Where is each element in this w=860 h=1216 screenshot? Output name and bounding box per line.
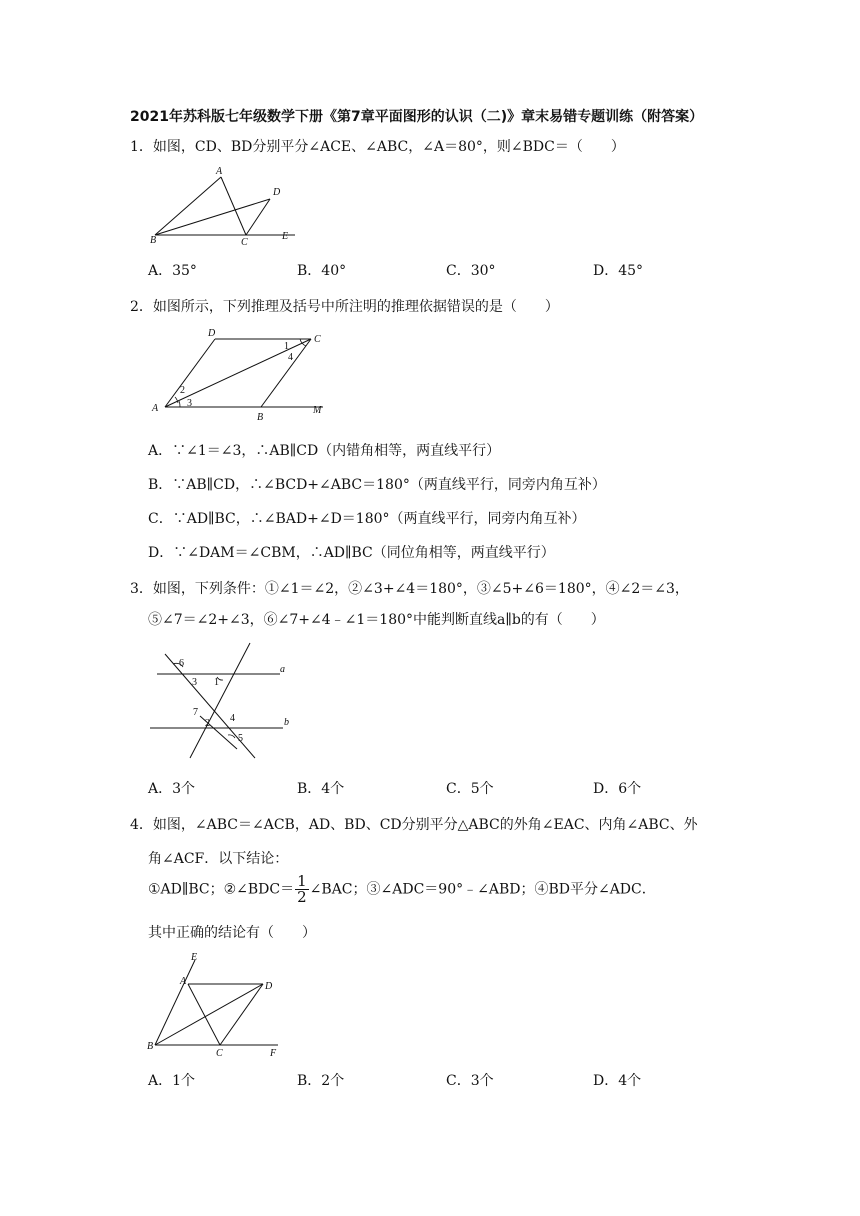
q3-option-c: C．5个 bbox=[446, 781, 494, 797]
question-4-line-2: 角∠ACF．以下结论： bbox=[148, 851, 289, 867]
q3-option-b: B．4个 bbox=[297, 781, 345, 797]
label-c: C bbox=[241, 237, 248, 248]
question-4-figure bbox=[143, 950, 293, 1060]
q2-option-b: B．∵AB∥CD，∴∠BCD+∠ABC＝180°（两直线平行，同旁内角互补） bbox=[148, 477, 606, 493]
angle-2-label: 2 bbox=[180, 385, 185, 396]
angle-4-label: 4 bbox=[230, 713, 235, 724]
angle-2-label: 2 bbox=[205, 718, 210, 729]
q4-option-a: A．1个 bbox=[148, 1073, 196, 1089]
angle-3-label: 3 bbox=[192, 677, 197, 688]
label-a: A bbox=[216, 166, 223, 177]
angle-6-label: 6 bbox=[179, 658, 184, 669]
angle-4-label: 4 bbox=[288, 352, 293, 363]
q4-conclusions-part-1: ①AD∥BC；②∠BDC＝ bbox=[148, 881, 295, 898]
label-b: B bbox=[147, 1041, 154, 1052]
label-a: A bbox=[152, 403, 159, 414]
line-a-label: a bbox=[280, 664, 285, 675]
q4-conclusions-part-2: ∠BAC；③∠ADC＝90°﹣∠ABD；④BD平分∠ADC． bbox=[309, 881, 656, 898]
q1-option-c: C．30° bbox=[446, 263, 496, 279]
q4-option-d: D．4个 bbox=[593, 1073, 642, 1089]
angle-1-label: 1 bbox=[214, 677, 219, 688]
label-e: E bbox=[191, 952, 198, 963]
q4-option-b: B．2个 bbox=[297, 1073, 345, 1089]
q2-option-c: C．∵AD∥BC，∴∠BAD+∠D＝180°（两直线平行，同旁内角互补） bbox=[148, 511, 586, 527]
label-e: E bbox=[282, 231, 289, 242]
angle-5-label: 5 bbox=[238, 733, 243, 744]
line-b-label: b bbox=[284, 717, 289, 728]
q4-option-c: C．3个 bbox=[446, 1073, 494, 1089]
q2-option-a: A．∵∠1＝∠3，∴AB∥CD（内错角相等，两直线平行） bbox=[148, 443, 501, 459]
question-2-text: 2．如图所示，下列推理及括号中所注明的推理依据错误的是（ ） bbox=[130, 299, 559, 315]
label-c: C bbox=[216, 1048, 223, 1059]
question-3-figure bbox=[145, 640, 300, 765]
label-f: F bbox=[270, 1048, 277, 1059]
question-4-line-3 bbox=[148, 874, 656, 905]
angle-1-label: 1 bbox=[284, 341, 289, 352]
angle-7-label: 7 bbox=[193, 707, 198, 718]
fraction-numerator: 1 bbox=[297, 872, 307, 890]
label-a: A bbox=[180, 976, 187, 987]
question-3-line-2: ⑤∠7＝∠2+∠3，⑥∠7+∠4﹣∠1＝180°中能判断直线a∥b的有（ ） bbox=[148, 612, 605, 628]
question-3-line-1: 3．如图，下列条件：①∠1＝∠2，②∠3+∠4＝180°，③∠5+∠6＝180°，④∠2＝∠3， bbox=[130, 581, 689, 597]
q1-option-d: D．45° bbox=[593, 263, 644, 279]
label-m: M bbox=[313, 405, 322, 416]
label-b: B bbox=[257, 412, 264, 423]
label-b: B bbox=[150, 235, 157, 246]
angle-3-label: 3 bbox=[187, 398, 192, 409]
fraction-denominator: 2 bbox=[297, 888, 307, 906]
question-4-line-4: 其中正确的结论有（ ） bbox=[148, 925, 316, 941]
q2-option-d: D．∵∠DAM＝∠CBM，∴AD∥BC（同位角相等，两直线平行） bbox=[148, 545, 555, 561]
label-c: C bbox=[314, 334, 321, 345]
q3-option-a: A．3个 bbox=[148, 781, 196, 797]
question-2-figure bbox=[148, 325, 338, 425]
question-1-figure bbox=[145, 165, 305, 250]
q3-option-d: D．6个 bbox=[593, 781, 642, 797]
question-4-line-1: 4．如图，∠ABC＝∠ACB，AD、BD、CD分别平分△ABC的外角∠EAC、内角∠ABC、外 bbox=[130, 817, 698, 833]
q1-option-a: A．35° bbox=[148, 263, 197, 279]
q1-option-b: B．40° bbox=[297, 263, 347, 279]
label-d: D bbox=[208, 328, 216, 339]
question-1-text: 1．如图，CD、BD分别平分∠ACE、∠ABC，∠A＝80°，则∠BDC＝（ ） bbox=[130, 139, 625, 155]
label-d: D bbox=[273, 187, 281, 198]
one-half-fraction bbox=[295, 874, 309, 905]
document-title: 2021年苏科版七年级数学下册《第7章平面图形的认识（二)》章末易错专题训练（附答案） bbox=[130, 109, 704, 125]
label-d: D bbox=[265, 981, 273, 992]
